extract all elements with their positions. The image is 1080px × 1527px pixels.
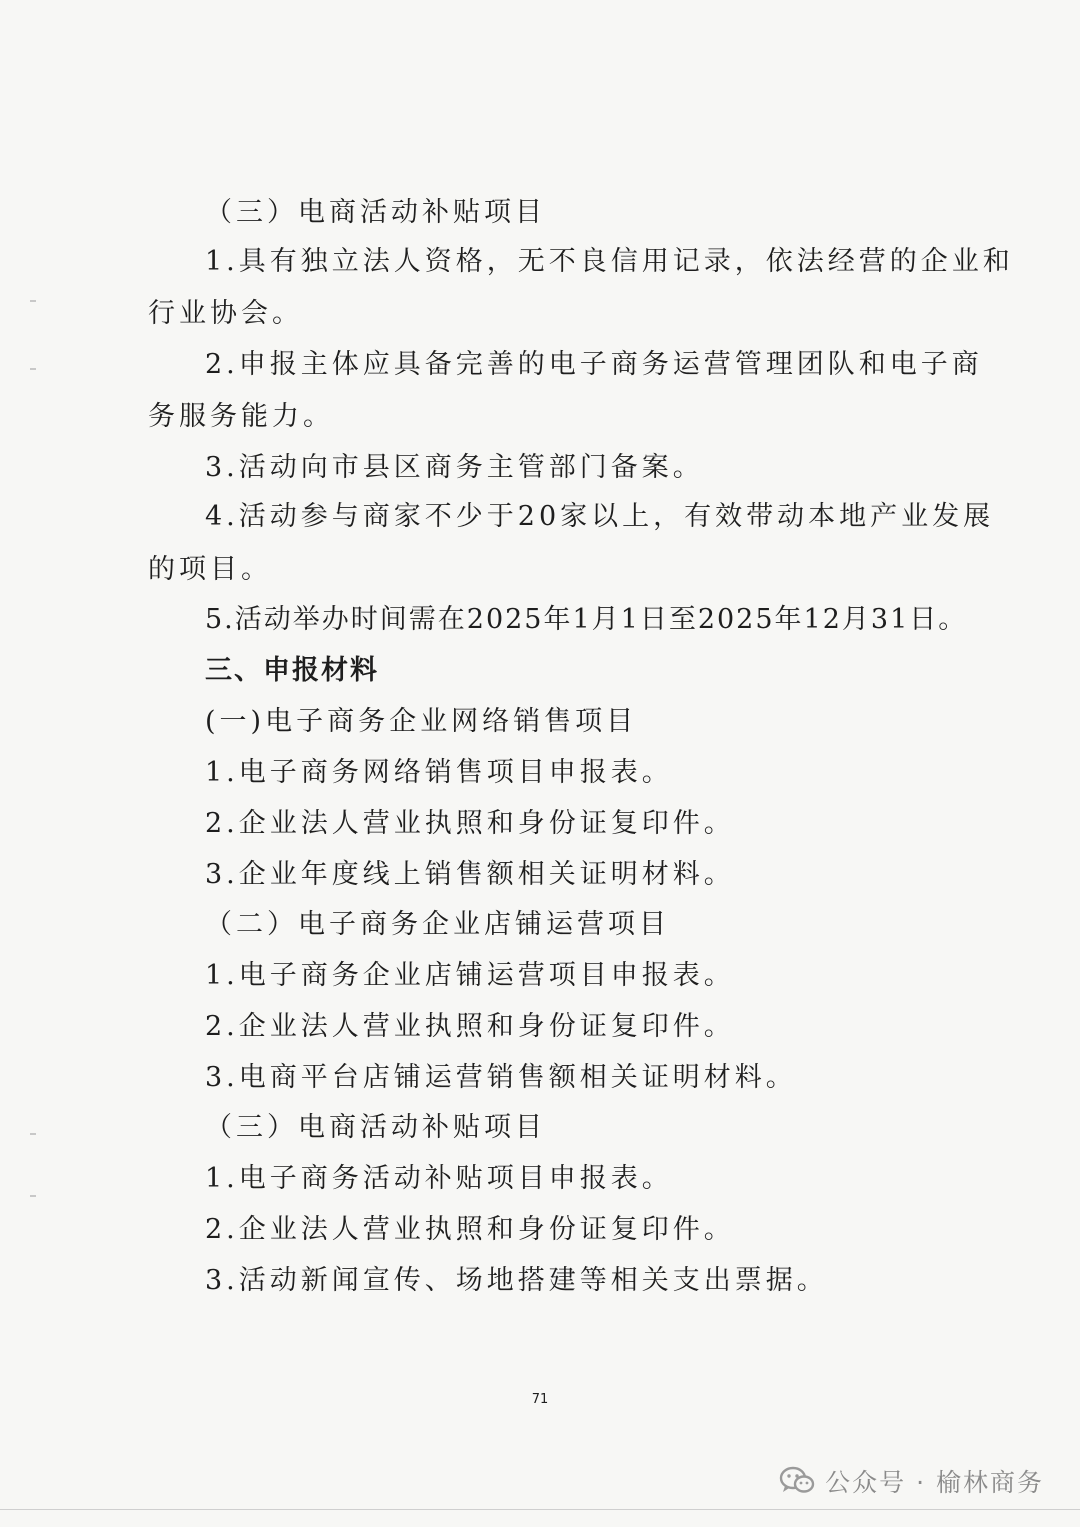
wechat-icon xyxy=(779,1465,815,1497)
list-item: 3.电商平台店铺运营销售额相关证明材料。 xyxy=(205,1062,797,1093)
list-item: 1.电子商务活动补贴项目申报表。 xyxy=(205,1163,673,1194)
paragraph-line: 务服务能力。 xyxy=(148,401,334,432)
list-item: 1.电子商务网络销售项目申报表。 xyxy=(205,757,673,788)
scan-speck xyxy=(30,300,36,302)
list-item: 1.电子商务企业店铺运营项目申报表。 xyxy=(205,960,735,991)
scan-speck xyxy=(30,368,36,370)
paragraph-line: 5.活动举办时间需在2025年1月1日至2025年12月31日。 xyxy=(205,604,968,635)
scan-speck xyxy=(30,1133,36,1135)
paragraph-line: 2.申报主体应具备完善的电子商务运营管理团队和电子商 xyxy=(205,349,983,380)
wechat-watermark xyxy=(779,1461,1044,1501)
list-item: 3.企业年度线上销售额相关证明材料。 xyxy=(205,859,735,890)
section-subheading-store-operation: （二）电子商务企业店铺运营项目 xyxy=(205,909,670,940)
section-subheading-activity-subsidy: （三）电商活动补贴项目 xyxy=(205,1112,546,1143)
list-item: 3.活动新闻宣传、场地搭建等相关支出票据。 xyxy=(205,1265,828,1296)
list-item: 2.企业法人营业执照和身份证复印件。 xyxy=(205,808,735,839)
scan-speck xyxy=(30,1195,36,1197)
paragraph-line: 4.活动参与商家不少于20家以上，有效带动本地产业发展 xyxy=(205,501,995,532)
section-subheading-online-sales: (一)电子商务企业网络销售项目 xyxy=(205,706,638,737)
section-subheading-ecommerce-activity: （三）电商活动补贴项目 xyxy=(205,197,546,228)
paragraph-line: 行业协会。 xyxy=(148,298,303,329)
paragraph-line: 1.具有独立法人资格，无不良信用记录，依法经营的企业和 xyxy=(205,246,1014,277)
watermark-text: 公众号 · 榆林商务 xyxy=(825,1468,1044,1497)
list-item: 2.企业法人营业执照和身份证复印件。 xyxy=(205,1011,735,1042)
section-heading-materials: 三、申报材料 xyxy=(205,655,379,686)
paragraph-line: 的项目。 xyxy=(148,554,272,585)
paragraph-line: 3.活动向市县区商务主管部门备案。 xyxy=(205,452,704,483)
page-number: 71 xyxy=(531,1392,549,1407)
bottom-divider xyxy=(0,1509,1080,1510)
list-item: 2.企业法人营业执照和身份证复印件。 xyxy=(205,1214,735,1245)
